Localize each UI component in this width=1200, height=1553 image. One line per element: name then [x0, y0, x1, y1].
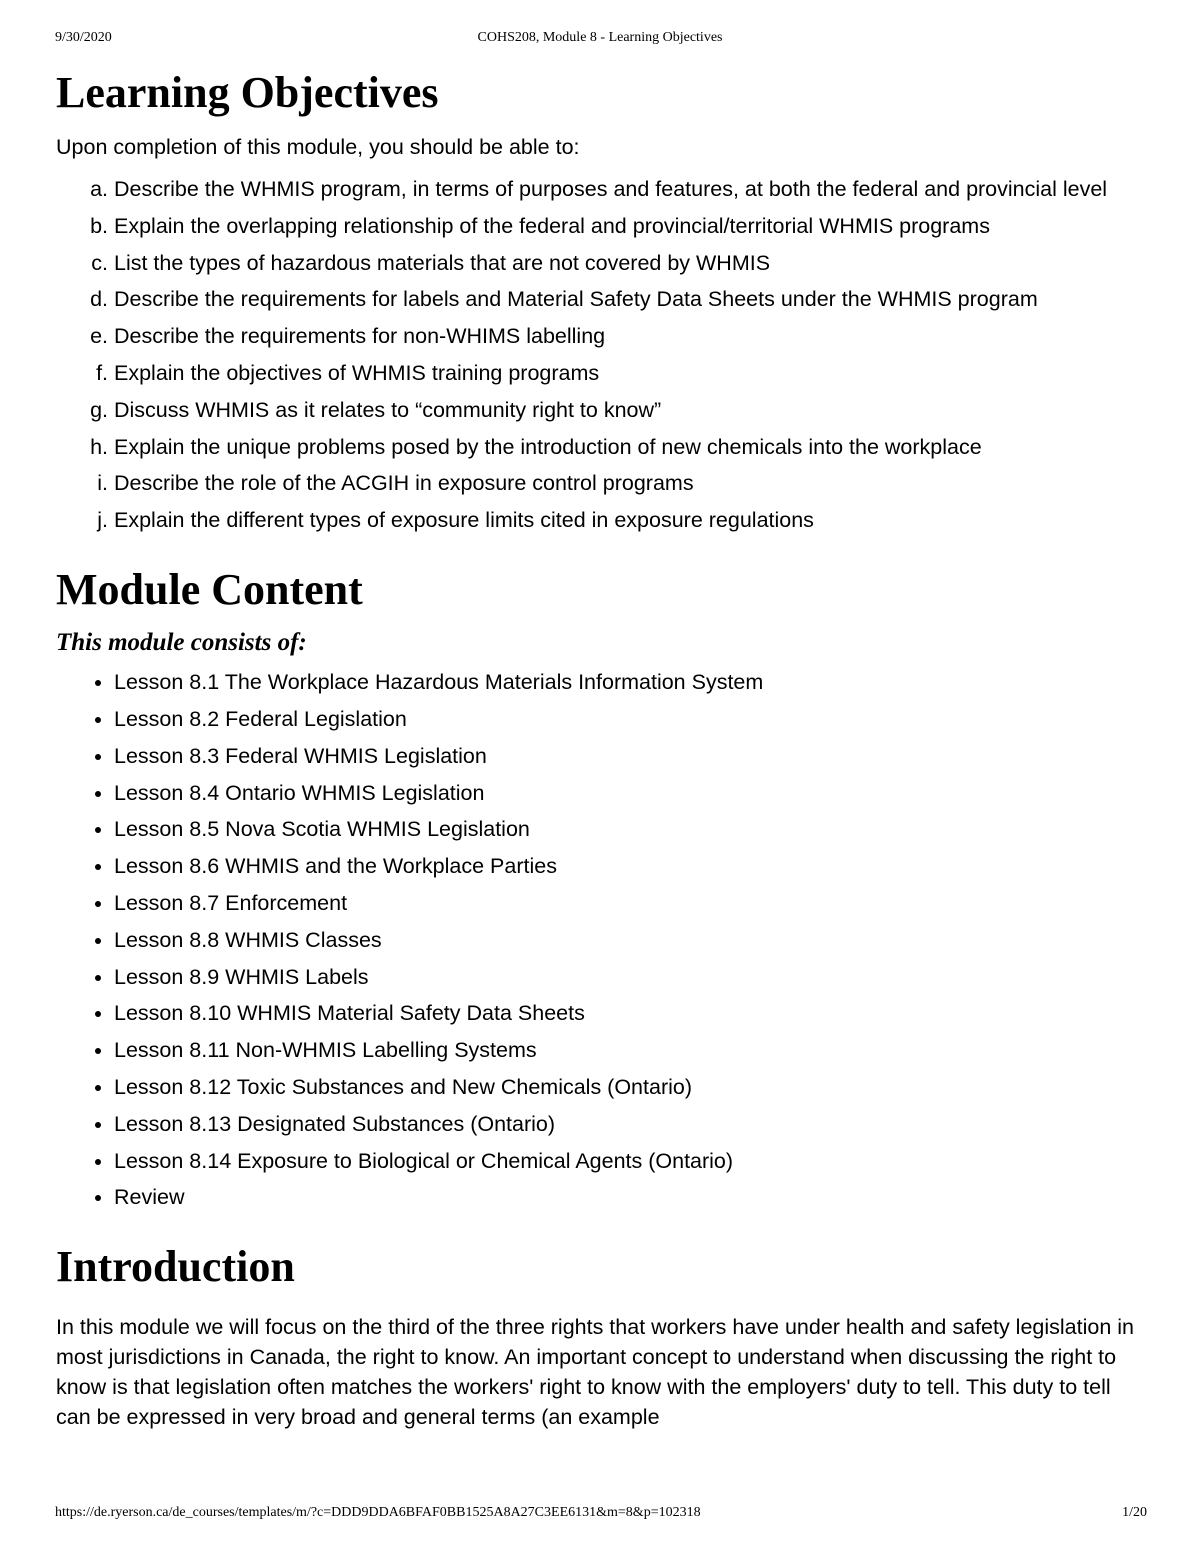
page-number: 1/20 [1122, 1505, 1147, 1520]
print-document-title: COHS208, Module 8 - Learning Objectives [477, 30, 723, 45]
lesson-item: • Lesson 8.6 WHMIS and the Workplace Parties [114, 851, 1151, 881]
introduction-heading: Introduction [56, 1242, 295, 1292]
objective-item: g. Discuss WHMIS as it relates to “community right to know” [114, 395, 1151, 425]
introduction-paragraph: In this module we will focus on the third of the three rights that workers have under health and safety legislation in most jurisdictions in Canada, the right to know. An important concept to understand when discussing the right to know is that legislation often matches the workers' right to know with the employers' duty to tell. This duty to tell can be expressed in very broad and general terms (an example [56, 1315, 1134, 1430]
lesson-item: • Lesson 8.1 The Workplace Hazardous Materials Information System [114, 667, 1151, 697]
print-header [55, 30, 1145, 50]
lesson-item: • Lesson 8.4 Ontario WHMIS Legislation [114, 778, 1151, 808]
lesson-item: • Lesson 8.14 Exposure to Biological or Chemical Agents (Ontario) [114, 1146, 1151, 1176]
objective-item: d. Describe the requirements for labels and Material Safety Data Sheets under the WHMIS program [114, 284, 1151, 314]
learning-objectives-heading: Learning Objectives [56, 68, 439, 117]
module-consists-subheading: This module consists of: [56, 629, 307, 657]
objective-item: j. Explain the different types of exposure limits cited in exposure regulations [114, 505, 1151, 535]
module-content-heading: Module Content [56, 565, 363, 615]
lesson-item: • Lesson 8.12 Toxic Substances and New Chemicals (Ontario) [114, 1072, 1151, 1102]
lesson-item: • Lesson 8.2 Federal Legislation [114, 704, 1151, 734]
objective-item: i. Describe the role of the ACGIH in exposure control programs [114, 468, 1151, 498]
objective-item: a. Describe the WHMIS program, in terms of purposes and features, at both the federal and provincial level [114, 174, 1151, 204]
lesson-item: • Lesson 8.7 Enforcement [114, 888, 1151, 918]
lessons-list [56, 667, 1151, 1212]
objective-item: h. Explain the unique problems posed by the introduction of new chemicals into the workplace [114, 432, 1151, 462]
objective-item: e. Describe the requirements for non-WHIMS labelling [114, 321, 1151, 351]
print-date: 9/30/2020 [55, 30, 112, 45]
lesson-item: • Lesson 8.3 Federal WHMIS Legislation [114, 741, 1151, 771]
objective-item: c. List the types of hazardous materials that are not covered by WHMIS [114, 248, 1151, 278]
objectives-intro: Upon completion of this module, you should be able to: [56, 135, 580, 159]
objective-item: b. Explain the overlapping relationship of the federal and provincial/territorial WHMIS programs [114, 211, 1151, 241]
objective-item: f. Explain the objectives of WHMIS training programs [114, 358, 1151, 388]
lesson-item: • Lesson 8.11 Non-WHMIS Labelling Systems [114, 1035, 1151, 1065]
page-content [56, 66, 1151, 1432]
page-url: https://de.ryerson.ca/de_courses/templates/m/?c=DDD9DDA6BFAF0BB1525A8A27C3EE6131&m=8&p=102318 [55, 1505, 701, 1520]
objectives-list [56, 174, 1151, 535]
lesson-item: • Lesson 8.10 WHMIS Material Safety Data Sheets [114, 998, 1151, 1028]
lesson-item: • Lesson 8.5 Nova Scotia WHMIS Legislation [114, 814, 1151, 844]
lesson-item: • Lesson 8.8 WHMIS Classes [114, 925, 1151, 955]
lesson-item: • Lesson 8.13 Designated Substances (Ontario) [114, 1109, 1151, 1139]
lesson-item: • Lesson 8.9 WHMIS Labels [114, 962, 1151, 992]
print-footer [55, 1505, 1147, 1525]
lesson-item: • Review [114, 1182, 1151, 1212]
